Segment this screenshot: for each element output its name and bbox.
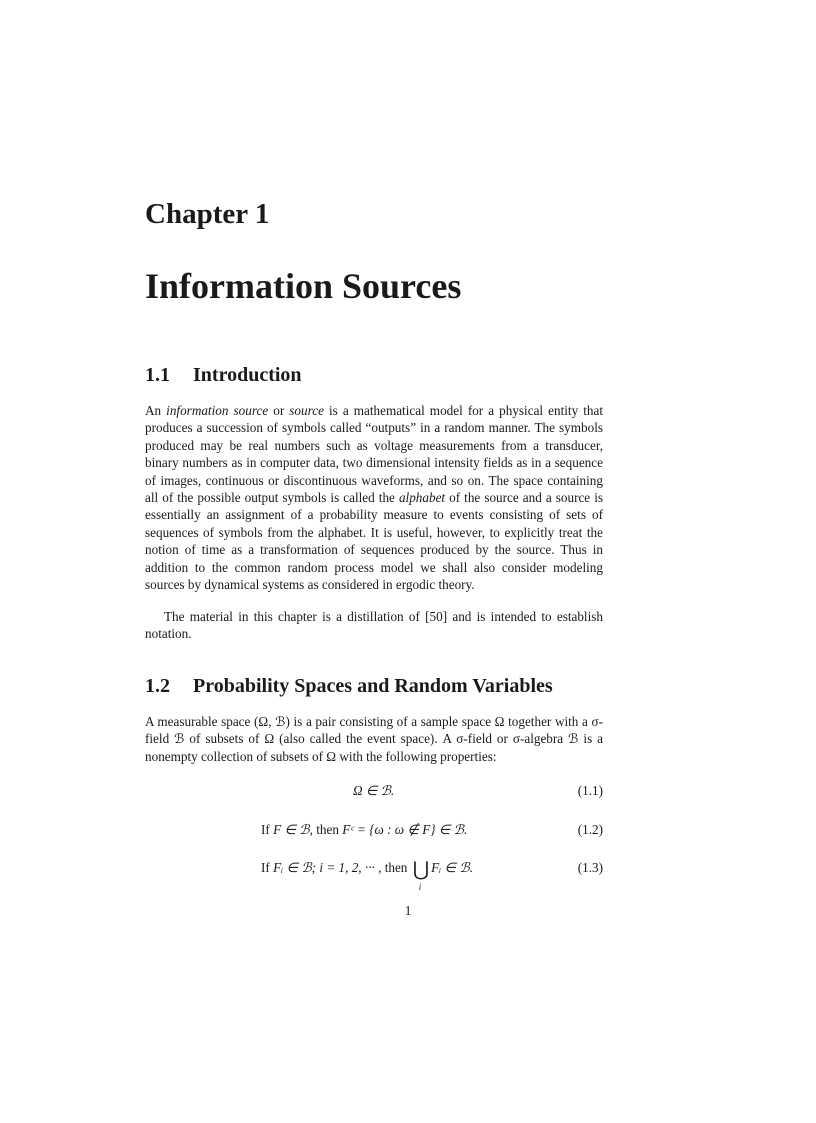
section-heading-probability-spaces	[145, 675, 553, 698]
paragraph-intro	[145, 402, 603, 593]
text-run: is a mathematical model for a physical entity that produces a succession of symbols called “outputs” in a random manner. The symbols produced may be real numbers such as voltage measurements from a transducer, binary numbers as in computer data, two dimensional intensity fields as in a sequence of images, continuous or discontinuous waveforms, and so on. The space containing all of the possible output symbols is called the	[145, 403, 603, 506]
section-number: 1.1	[145, 364, 170, 386]
text-run: or	[268, 403, 290, 418]
bigcup-symbol: ⋃	[412, 859, 430, 881]
equation-1-1	[145, 783, 603, 803]
equation-number: (1.3)	[577, 860, 603, 875]
paragraph-material	[145, 608, 603, 643]
emphasis-information-source: information source	[166, 403, 269, 418]
section-title: Introduction	[193, 364, 302, 386]
equation-then: then	[312, 822, 343, 837]
equation-number: (1.2)	[577, 822, 603, 837]
text-run: An	[145, 403, 167, 418]
equation-if: If	[261, 822, 274, 837]
equation-1-3	[145, 859, 603, 892]
chapter-label: Chapter 1	[145, 198, 270, 230]
text-run: A measurable space (Ω, ℬ) is a pair consisting of a sample space Ω together with a σ-field ℬ of subsets of Ω (also called the event space). A σ-field or σ-algebra ℬ is a nonempty collection of subsets of Ω with the following properties:	[145, 714, 603, 764]
equation-then: then	[381, 860, 411, 875]
equation-condition: F ∈ ℬ,	[273, 822, 313, 837]
paragraph-measurable-space	[145, 713, 603, 765]
section-heading-introduction	[145, 364, 302, 387]
text-run: of the source and a source is essentially an assignment of a probability measure to events consisting of sets of sequences of symbols from the alphabet. It is useful, however, to explicitly treat the notion of time as a transformation of sequences produced by the source. Thus in addition to the common random process model we shall also consider modeling sources by dynamical systems as considered in ergodic theory.	[145, 490, 604, 593]
equation-condition: Fᵢ ∈ ℬ; i = 1, 2, ··· ,	[273, 860, 382, 875]
emphasis-source: source	[289, 403, 324, 418]
emphasis-alphabet: alphabet	[398, 490, 446, 506]
equation-expression: Fᶜ = {ω : ω ∉ F} ∈ ℬ.	[342, 822, 468, 837]
text-run: The material in this chapter is a distillation of [50] and is intended to establish notation.	[145, 609, 603, 642]
bigcup-subscript: i	[418, 882, 422, 892]
equation-expression: Ω ∈ ℬ.	[353, 783, 395, 798]
equation-1-2	[145, 822, 603, 842]
bigcup-operator	[412, 859, 430, 892]
equation-number: (1.1)	[577, 783, 603, 798]
page-number: 1	[404, 903, 412, 918]
section-title: Probability Spaces and Random Variables	[193, 675, 553, 697]
section-number: 1.2	[145, 675, 170, 697]
equation-if: If	[261, 860, 274, 875]
chapter-title: Information Sources	[145, 266, 462, 306]
equation-expression: Fᵢ ∈ ℬ.	[431, 860, 473, 875]
